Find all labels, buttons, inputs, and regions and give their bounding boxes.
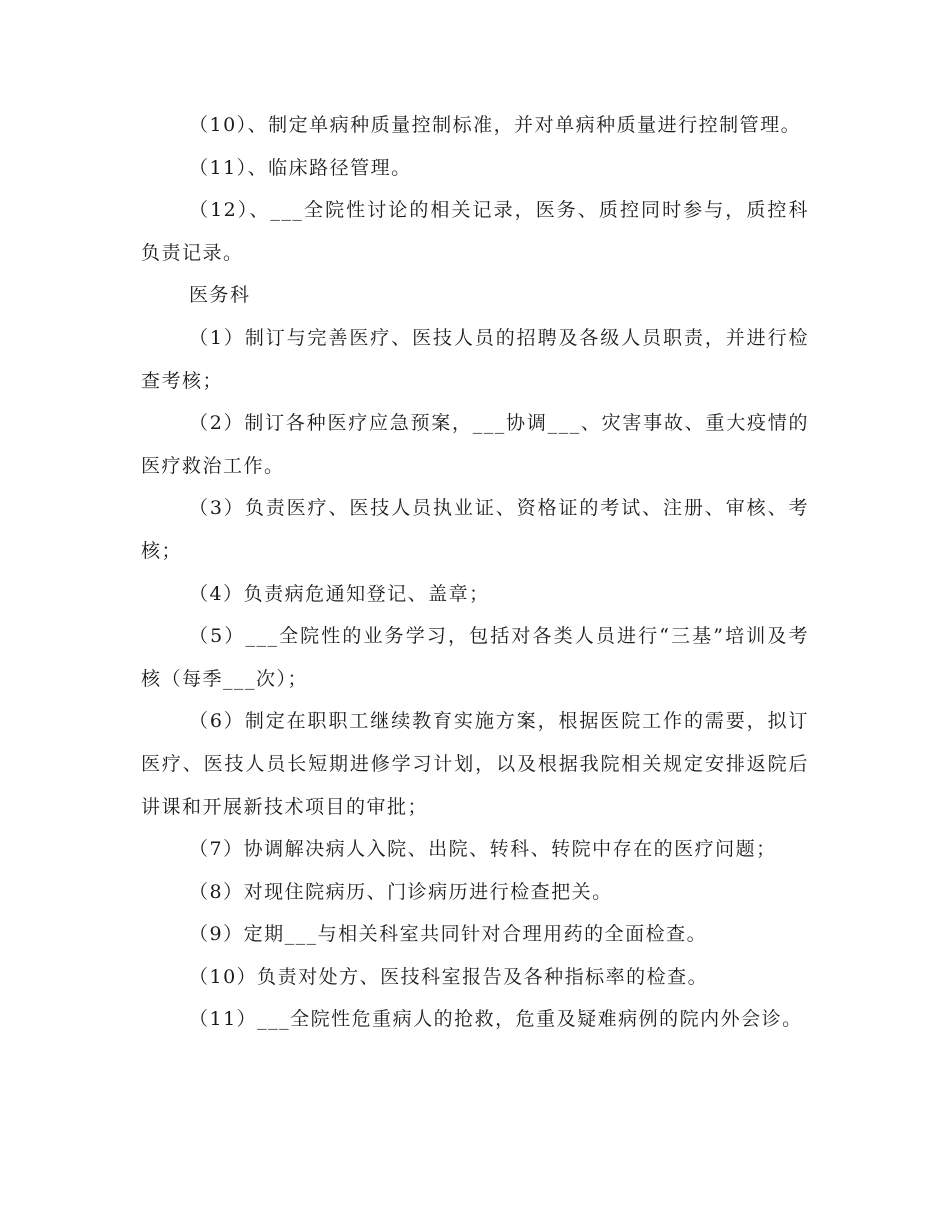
section-heading-medical-affairs: 医务科: [189, 284, 251, 307]
paragraph-5-training: （5）___全院性的业务学习，包括对各类人员进行“三基”培训及考核（每季___次）；: [141, 625, 809, 690]
paragraph-10-single-disease-quality: （10）、制定单病种质量控制标准，并对单病种质量进行控制管理。: [189, 114, 802, 136]
paragraph-11-critical-rescue: （11）___全院性危重病人的抢救，危重及疑难病例的院内外会诊。: [189, 1008, 803, 1031]
paragraph-11-clinical-pathway: （11）、临床路径管理。: [189, 156, 412, 179]
paragraph-7-admission-coordination: （7）协调解决病人入院、出院、转科、转院中存在的医疗问题；: [189, 838, 777, 861]
paragraph-4-critical-notices: （4）负责病危通知登记、盖章；: [189, 582, 490, 605]
paragraph-2-emergency-plans: （2）制订各种医疗应急预案，___协调___、灾害事故、重大疫情的医疗救治工作。: [141, 412, 809, 477]
paragraph-8-record-review: （8）对现住院病历、门诊病历进行检查把关。: [189, 880, 613, 903]
paragraph-1-recruitment-duties: （1）制订与完善医疗、医技人员的招聘及各级人员职责，并进行检查考核；: [141, 326, 809, 392]
paragraph-9-drug-inspection: （9）定期___与相关科室共同针对合理用药的全面检查。: [189, 923, 708, 946]
document-body: [141, 104, 809, 1041]
paragraph-12-discussion-records: （12）、___全院性讨论的相关记录，医务、质控同时参与，质控科负责记录。: [141, 199, 809, 264]
paragraph-10-prescription-check: （10）负责对处方、医技科室报告及各种指标率的检查。: [189, 965, 709, 988]
paragraph-6-continuing-education: （6）制定在职职工继续教育实施方案，根据医院工作的需要，拟订医疗、医技人员长短期进修学习计划，以及根据我院相关规定安排返院后讲课和开展新技术项目的审批；: [141, 710, 809, 818]
paragraph-3-licenses: （3）负责医疗、医技人员执业证、资格证的考试、注册、审核、考核；: [141, 497, 809, 562]
